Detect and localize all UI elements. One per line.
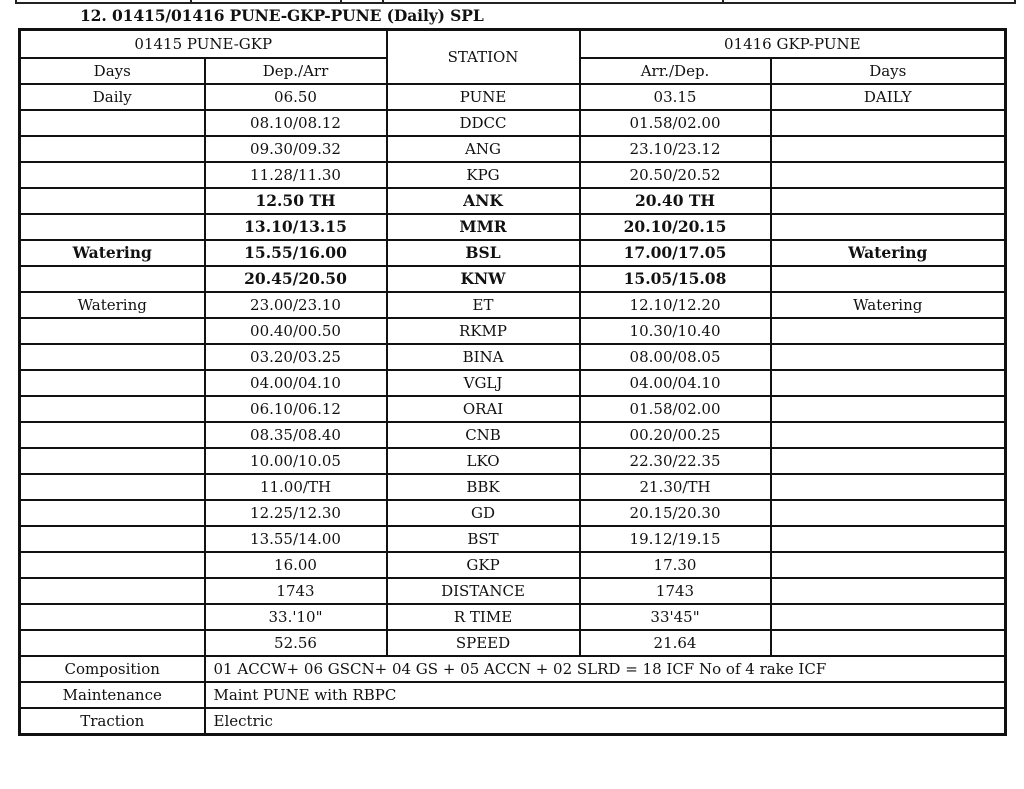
station-cell: BST <box>387 526 580 552</box>
down-days-cell: Watering <box>771 292 1006 318</box>
timetable <box>18 28 1007 736</box>
down-time-cell: 21.64 <box>580 630 771 656</box>
station-cell: KNW <box>387 266 580 292</box>
timetable-title: 12. 01415/01416 PUNE-GKP-PUNE (Daily) SPL <box>80 6 484 25</box>
down-days-cell <box>771 578 1006 604</box>
up-days-cell <box>20 188 205 214</box>
down-time-cell: 00.20/00.25 <box>580 422 771 448</box>
down-days-cell <box>771 188 1006 214</box>
up-days-cell <box>20 604 205 630</box>
down-time-cell: 15.05/15.08 <box>580 266 771 292</box>
down-time-header: Arr./Dep. <box>580 58 771 84</box>
down-days-cell <box>771 526 1006 552</box>
station-cell: ANG <box>387 136 580 162</box>
station-cell: ORAI <box>387 396 580 422</box>
down-time-cell: 08.00/08.05 <box>580 344 771 370</box>
up-time-cell: 08.35/08.40 <box>205 422 387 448</box>
down-days-cell <box>771 318 1006 344</box>
up-days-cell <box>20 448 205 474</box>
up-days-cell <box>20 136 205 162</box>
footer-label: Traction <box>20 708 205 735</box>
up-time-cell: 33.'10" <box>205 604 387 630</box>
station-cell: ANK <box>387 188 580 214</box>
up-days-cell <box>20 526 205 552</box>
up-time-cell: 00.40/00.50 <box>205 318 387 344</box>
footer-label: Maintenance <box>20 682 205 708</box>
station-cell: BINA <box>387 344 580 370</box>
down-time-cell: 20.10/20.15 <box>580 214 771 240</box>
up-time-cell: 10.00/10.05 <box>205 448 387 474</box>
timetable-row <box>20 448 1006 474</box>
up-days-cell <box>20 266 205 292</box>
station-cell: LKO <box>387 448 580 474</box>
footer-value: Electric <box>205 708 1006 735</box>
down-days-cell <box>771 474 1006 500</box>
up-time-cell: 03.20/03.25 <box>205 344 387 370</box>
down-time-cell: 21.30/TH <box>580 474 771 500</box>
down-time-cell: 04.00/04.10 <box>580 370 771 396</box>
down-time-cell: 01.58/02.00 <box>580 110 771 136</box>
down-time-cell: 20.15/20.30 <box>580 500 771 526</box>
previous-table-divider <box>382 0 384 2</box>
timetable-row <box>20 344 1006 370</box>
footer-label: Composition <box>20 656 205 682</box>
up-days-cell <box>20 344 205 370</box>
previous-table-bottom-edge <box>15 0 1016 4</box>
up-time-cell: 11.00/TH <box>205 474 387 500</box>
up-days-cell <box>20 578 205 604</box>
station-cell: BBK <box>387 474 580 500</box>
timetable-row <box>20 136 1006 162</box>
previous-table-divider <box>340 0 342 2</box>
down-days-header: Days <box>771 58 1006 84</box>
down-time-cell: 20.40 TH <box>580 188 771 214</box>
up-time-cell: 15.55/16.00 <box>205 240 387 266</box>
station-cell: DDCC <box>387 110 580 136</box>
down-days-cell <box>771 344 1006 370</box>
up-time-header: Dep./Arr <box>205 58 387 84</box>
up-days-cell <box>20 370 205 396</box>
down-time-cell: 23.10/23.12 <box>580 136 771 162</box>
station-cell: BSL <box>387 240 580 266</box>
station-cell: ET <box>387 292 580 318</box>
down-days-cell <box>771 552 1006 578</box>
timetable-row <box>20 396 1006 422</box>
down-days-cell <box>771 214 1006 240</box>
up-train-header: 01415 PUNE-GKP <box>20 30 387 59</box>
down-days-cell <box>771 266 1006 292</box>
up-days-cell <box>20 422 205 448</box>
timetable-row <box>20 578 1006 604</box>
up-days-cell <box>20 630 205 656</box>
down-time-cell: 19.12/19.15 <box>580 526 771 552</box>
timetable-row <box>20 188 1006 214</box>
up-time-cell: 04.00/04.10 <box>205 370 387 396</box>
up-time-cell: 08.10/08.12 <box>205 110 387 136</box>
station-cell: VGLJ <box>387 370 580 396</box>
down-days-cell <box>771 136 1006 162</box>
up-time-cell: 52.56 <box>205 630 387 656</box>
timetable-row <box>20 604 1006 630</box>
down-days-cell: Watering <box>771 240 1006 266</box>
footer-row <box>20 682 1006 708</box>
timetable-row <box>20 474 1006 500</box>
down-time-cell: 17.30 <box>580 552 771 578</box>
timetable-row <box>20 84 1006 110</box>
timetable-row <box>20 500 1006 526</box>
up-time-cell: 13.10/13.15 <box>205 214 387 240</box>
up-days-cell: Watering <box>20 292 205 318</box>
previous-table-divider <box>722 0 724 2</box>
down-time-cell: 01.58/02.00 <box>580 396 771 422</box>
station-cell: GKP <box>387 552 580 578</box>
down-time-cell: 03.15 <box>580 84 771 110</box>
up-days-cell: Daily <box>20 84 205 110</box>
down-days-cell <box>771 422 1006 448</box>
up-days-cell: Watering <box>20 240 205 266</box>
down-train-header: 01416 GKP-PUNE <box>580 30 1006 59</box>
timetable-row <box>20 318 1006 344</box>
down-time-cell: 20.50/20.52 <box>580 162 771 188</box>
down-days-cell: DAILY <box>771 84 1006 110</box>
previous-table-divider <box>190 0 192 2</box>
station-cell: R TIME <box>387 604 580 630</box>
up-time-cell: 06.10/06.12 <box>205 396 387 422</box>
down-time-cell: 17.00/17.05 <box>580 240 771 266</box>
timetable-row <box>20 162 1006 188</box>
header-row-trains <box>20 30 1006 59</box>
up-time-cell: 13.55/14.00 <box>205 526 387 552</box>
up-days-cell <box>20 162 205 188</box>
footer-value: 01 ACCW+ 06 GSCN+ 04 GS + 05 ACCN + 02 SLRD = 18 ICF No of 4 rake ICF <box>205 656 1006 682</box>
up-time-cell: 06.50 <box>205 84 387 110</box>
timetable-row <box>20 422 1006 448</box>
up-time-cell: 1743 <box>205 578 387 604</box>
station-cell: RKMP <box>387 318 580 344</box>
station-cell: PUNE <box>387 84 580 110</box>
up-days-cell <box>20 474 205 500</box>
up-days-cell <box>20 214 205 240</box>
up-time-cell: 09.30/09.32 <box>205 136 387 162</box>
up-days-cell <box>20 110 205 136</box>
timetable-row <box>20 110 1006 136</box>
down-days-cell <box>771 630 1006 656</box>
timetable-row <box>20 552 1006 578</box>
footer-row <box>20 656 1006 682</box>
up-time-cell: 12.50 TH <box>205 188 387 214</box>
down-days-cell <box>771 370 1006 396</box>
timetable-row <box>20 292 1006 318</box>
down-time-cell: 33'45" <box>580 604 771 630</box>
down-days-cell <box>771 162 1006 188</box>
timetable-row <box>20 526 1006 552</box>
down-days-cell <box>771 448 1006 474</box>
up-days-cell <box>20 552 205 578</box>
up-days-cell <box>20 500 205 526</box>
station-cell: MMR <box>387 214 580 240</box>
station-cell: CNB <box>387 422 580 448</box>
up-days-cell <box>20 318 205 344</box>
station-cell: SPEED <box>387 630 580 656</box>
timetable-row <box>20 630 1006 656</box>
station-header: STATION <box>387 30 580 85</box>
timetable-row <box>20 370 1006 396</box>
down-time-cell: 1743 <box>580 578 771 604</box>
timetable-row <box>20 214 1006 240</box>
timetable-row <box>20 266 1006 292</box>
down-days-cell <box>771 604 1006 630</box>
down-days-cell <box>771 396 1006 422</box>
station-cell: KPG <box>387 162 580 188</box>
up-time-cell: 23.00/23.10 <box>205 292 387 318</box>
up-time-cell: 20.45/20.50 <box>205 266 387 292</box>
up-days-cell <box>20 396 205 422</box>
down-time-cell: 12.10/12.20 <box>580 292 771 318</box>
up-days-header: Days <box>20 58 205 84</box>
footer-value: Maint PUNE with RBPC <box>205 682 1006 708</box>
footer-row <box>20 708 1006 735</box>
timetable-row <box>20 240 1006 266</box>
down-days-cell <box>771 110 1006 136</box>
up-time-cell: 12.25/12.30 <box>205 500 387 526</box>
down-time-cell: 10.30/10.40 <box>580 318 771 344</box>
up-time-cell: 16.00 <box>205 552 387 578</box>
down-time-cell: 22.30/22.35 <box>580 448 771 474</box>
up-time-cell: 11.28/11.30 <box>205 162 387 188</box>
station-cell: GD <box>387 500 580 526</box>
station-cell: DISTANCE <box>387 578 580 604</box>
down-days-cell <box>771 500 1006 526</box>
